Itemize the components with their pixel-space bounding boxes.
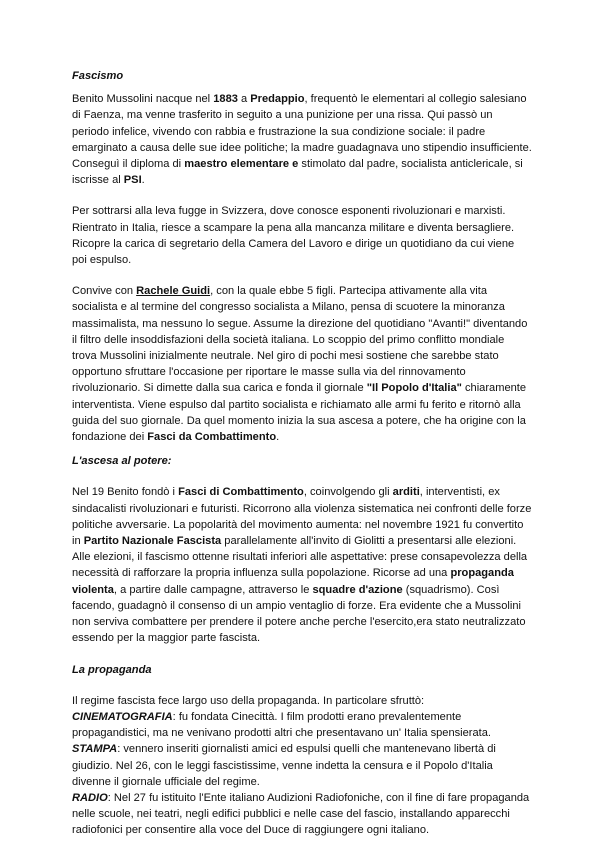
bold-place: Predappio <box>250 93 305 106</box>
bold-pnf: Partito Nazionale Fascista <box>83 535 222 548</box>
text-run: Convive con <box>72 285 137 298</box>
section-heading-ascesa: L'ascesa al potere: <box>72 455 172 468</box>
bold-newspaper: "Il Popolo d'Italia" <box>366 382 462 395</box>
paragraph-ascesa <box>72 484 532 646</box>
text-run: , a partire dalle campagne, attraverso le <box>113 583 313 596</box>
bold-propaganda: propaganda violenta <box>72 567 514 596</box>
bold-year: 1883 <box>213 93 238 106</box>
paragraph-switzerland: Per sottrarsi alla leva fugge in Svizzera, dove conosce esponenti rivoluzionari e marxisti. Rientrato in Italia, riesce a scampare la pena alla mancanza militare e diventa bersagliere. Ricopre la carica di segretario della Camera del Lavoro e dirige un quotidiano da cui viene poi espulso. <box>72 205 515 267</box>
text-run: , interventisti, ex sindacalisti rivoluzionari e futuristi. Ricorrono alla violenza sistematica nei confronti delle forze politiche avversarie. La popolarità del movimento aumenta: nel novembre 1921 fu convertito in <box>72 486 532 548</box>
text-run: parallelamente all'invito di Giolitti a presentarsi alle elezioni. Alle elezioni, il fascismo ottenne risultati inferiori alle aspettative: prese consapevolezza della necessità di rafforzare la propria influenza sulla popolazione. Ricorse ad una <box>72 535 528 580</box>
document-page <box>72 68 532 839</box>
text-run: , frequentò le elementari al collegio salesiano di Faenza, ma venne trasferito in seguito a una punizione per una rissa. Qui passò un periodo infelice, vivendo con rabbia e frustrazione la sua condizione sociale: il padre emarginato a causa delle sue idee politiche; la madre guadagnava uno stipendio insufficiente. Conseguì il diploma di <box>72 93 532 171</box>
paragraph-rachele <box>72 283 532 445</box>
text-run: stimolato dal padre, socialista anticlericale, si iscrisse al <box>72 158 523 187</box>
item-text: : Nel 27 fu istituito l'Ente italiano Audizioni Radiofoniche, con il fine di fare propaganda nelle scuole, nei teatri, negli edifici pubblici e nelle case del fascio, installando apparecchi radiofonici per consentire alla voce del Duce di raggiungere ogni italiano. <box>72 791 530 837</box>
text-run: Benito Mussolini nacque nel <box>72 93 214 106</box>
bold-underlined-name: Rachele Guidi <box>136 285 211 298</box>
list-item-cinema <box>72 709 532 741</box>
text-run: (squadrismo). Così facendo, guadagnò il consenso di un ampio ventaglio di forze. Era evidente che a Mussolini non serviva combattere per prendere il potere anche perche l'esercito,era stato neutralizzato essendo per la maggior parte fascista. <box>72 583 526 645</box>
bold-fasci: Fasci da Combattimento <box>147 431 277 444</box>
item-label: RADIO <box>72 791 108 804</box>
list-item-radio <box>72 790 532 839</box>
list-item-stampa <box>72 741 532 790</box>
bold-squadre: squadre d'azione <box>312 583 403 596</box>
text-run: Nel 19 Benito fondò i <box>72 486 179 499</box>
section-heading-fascismo: Fascismo <box>72 70 124 82</box>
item-label: STAMPA <box>72 743 118 756</box>
item-label: CINEMATOGRAFIA <box>72 710 173 723</box>
text-run: chiaramente interventista. Viene espulso dal partito socialista e richiamato alle armi fu ferito e ritornò alla guida del suo giornale. Da quel momento inizia la sua ascesa a potere, che ha origine con la fondazione dei <box>72 382 527 444</box>
item-text: : vennero inseriti giornalisti amici ed espulsi quelli che mantenevano libertà di giudizio. Nel 26, con le leggi fascistissime, venne indetta la censura e il Popolo d'Italia divenne il giornale ufficiale del regime. <box>72 743 496 788</box>
text-run: . <box>276 431 280 444</box>
text-run: , con la quale ebbe 5 figli. Partecipa attivamente alla vita socialista e al termine del congresso socialista a Milano, pensa di scuotere la minoranza massimalista, ma nessuno lo segue. Assume la direzione del quotidiano "Avanti!" diventando il filtro delle insoddisfazioni della società italiana. Lo scoppio del primo conflitto mondiale trova Mussolini inizialmente neutrale. Nel giro di pochi mesi sostiene che sarebbe stato opportuno sfruttare l'occasione per riportare le masse sulla via del rinnovamento rivoluzionario. Si dimette dalla sua carica e fonda il giornale <box>72 285 528 395</box>
text-run: . <box>141 174 145 187</box>
bold-party: PSI <box>123 174 142 187</box>
bold-arditi: arditi <box>392 486 420 499</box>
item-text: : fu fondata Cinecittà. I film prodotti erano prevalentemente propagandistici, ma ne venivano prodotti altri che presentavano un' Italia spensierata. <box>72 710 492 740</box>
section-heading-propaganda: La propaganda <box>72 663 152 676</box>
bold-diploma: maestro elementare e <box>184 158 299 171</box>
paragraph-birth <box>72 91 532 188</box>
bold-fasci-combattimento: Fasci di Combattimento <box>178 486 304 499</box>
text-run: , coinvolgendo gli <box>303 486 393 499</box>
text-run: a <box>237 93 251 106</box>
paragraph-propaganda-intro: Il regime fascista fece largo uso della propaganda. In particolare sfruttò: <box>72 694 425 707</box>
